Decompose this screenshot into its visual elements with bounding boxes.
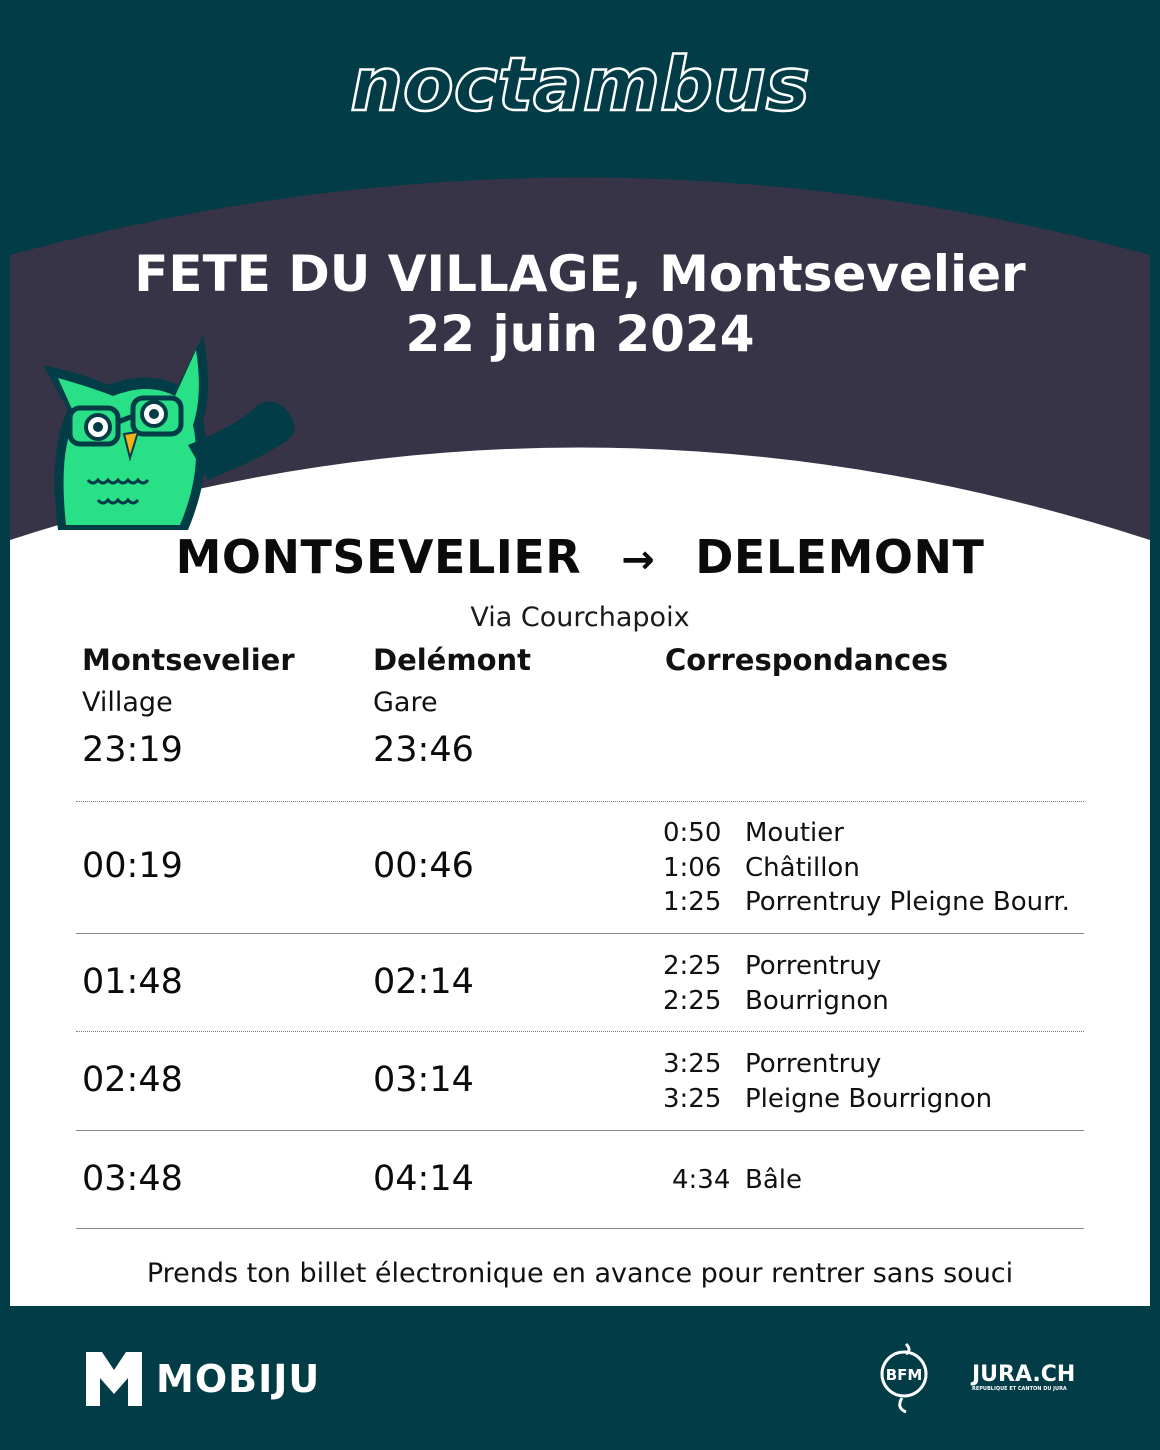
row-divider (76, 1130, 1084, 1131)
connection-time: 2:25 (663, 985, 722, 1016)
arrival-time: 02:14 (373, 962, 474, 1002)
ticket-notice: Prends ton billet électronique en avance pour rentrer sans souci (146, 1258, 1014, 1289)
connection-destination: Châtillon (745, 852, 860, 883)
connections-list (663, 816, 1070, 920)
connection-row (663, 1082, 992, 1117)
departure-time: 23:19 (82, 730, 183, 770)
connection-time: 1:06 (663, 852, 722, 883)
connection-row (663, 949, 889, 984)
mobiju-logo (84, 1350, 320, 1408)
connection-row (663, 851, 1070, 886)
connection-time: 4:34 (672, 1165, 731, 1195)
event-date: 22 juin 2024 (405, 305, 755, 363)
row-divider (76, 1031, 1084, 1032)
bfm-logo-text: BFM (885, 1366, 923, 1384)
noctambus-logo (0, 40, 1160, 140)
connection-destination: Bourrignon (745, 985, 889, 1016)
connection-destination: Porrentruy (745, 951, 882, 981)
arrival-time: 04:14 (373, 1159, 474, 1199)
connection-destination: Pleigne Bourrignon (745, 1083, 993, 1114)
mobiju-m-icon (84, 1350, 144, 1408)
departure-time: 03:48 (82, 1159, 183, 1199)
connection-time: 2:25 (663, 951, 722, 981)
row-divider (76, 801, 1084, 802)
connections-list (663, 1047, 992, 1116)
connection-row (663, 1047, 992, 1082)
column-header-origin: Montsevelier (82, 643, 295, 677)
connection-destination: Moutier (745, 818, 844, 848)
connection-time: 3:25 (663, 1049, 722, 1079)
arrow-right-icon: → (621, 537, 656, 583)
event-title-line1: FETE DU VILLAGE, Montsevelier (134, 245, 1026, 303)
arrival-time: 23:46 (373, 730, 474, 770)
column-header-connections: Correspondances (665, 643, 949, 677)
row-divider (76, 1228, 1084, 1229)
connections-list (663, 949, 889, 1018)
row-divider (76, 933, 1084, 934)
connections-list (663, 1163, 802, 1198)
departure-time: 00:19 (82, 846, 183, 886)
route-origin: MONTSEVELIER (175, 530, 582, 584)
column-sub-origin: Village (82, 687, 173, 718)
departure-time: 02:48 (82, 1060, 183, 1100)
column-sub-destination: Gare (373, 687, 438, 718)
route-title (0, 530, 1160, 584)
departure-time: 01:48 (82, 962, 183, 1002)
connection-destination: Bâle (745, 1165, 802, 1195)
route-via: Via Courchapoix (470, 602, 690, 633)
connection-row (663, 816, 1070, 851)
route-destination: DELEMONT (695, 530, 985, 584)
connection-row (663, 984, 889, 1019)
arrival-time: 00:46 (373, 846, 474, 886)
jura-logo: JURA.CH (972, 1362, 1076, 1387)
connection-destination: Porrentruy (745, 1049, 882, 1079)
connection-destination: Porrentruy Pleigne Bourr. (745, 887, 1070, 917)
column-header-destination: Delémont (373, 643, 531, 677)
connection-time: 0:50 (663, 818, 722, 848)
mobiju-wordmark: MOBIJU (156, 1357, 321, 1401)
connection-time: 1:25 (663, 887, 722, 917)
connection-row (663, 885, 1070, 920)
connection-row (663, 1163, 802, 1198)
jura-logo-subtitle: RÉPUBLIQUE ET CANTON DU JURA (972, 1386, 1067, 1392)
bfm-logo (876, 1342, 936, 1414)
arrival-time: 03:14 (373, 1060, 474, 1100)
noctambus-logo-text: noctambus (350, 42, 810, 128)
connection-time: 3:25 (663, 1083, 722, 1114)
owl-mascot-icon (38, 330, 308, 530)
